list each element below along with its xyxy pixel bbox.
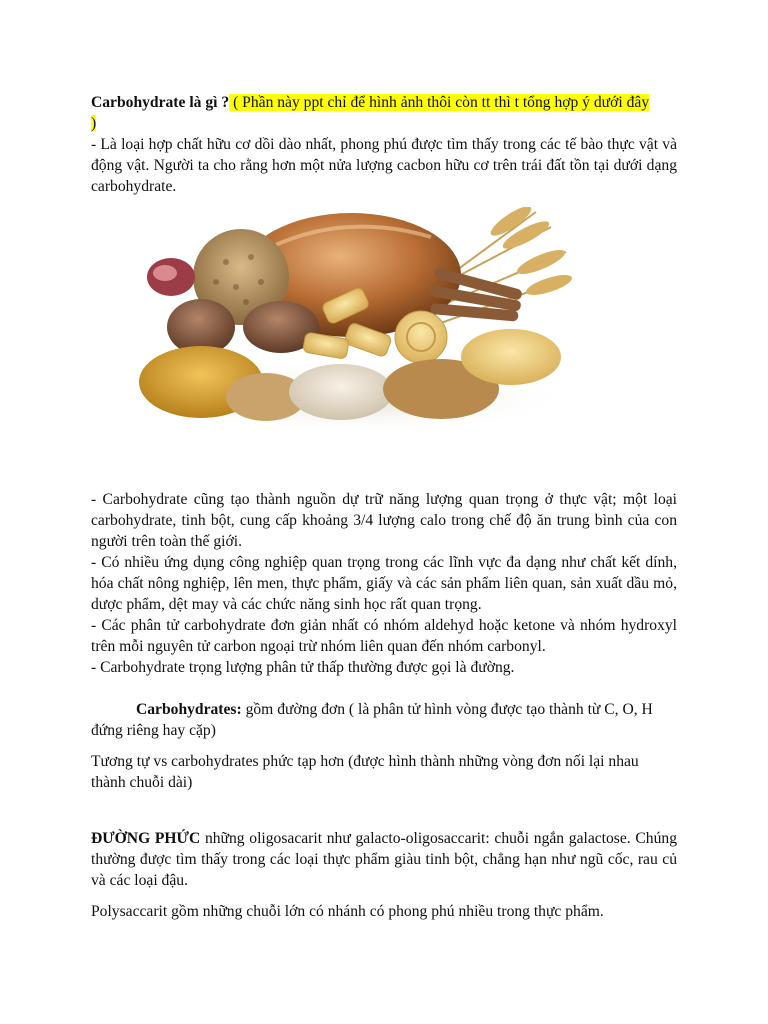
bullet-sugar: - Carbohydrate trọng lượng phân tử thấp thường được gọi là đường.: [91, 659, 515, 676]
carbohydrates-label: Carbohydrates:: [136, 701, 242, 718]
spacer: [91, 793, 677, 828]
duong-phuc-text: những oligosacarit như galacto-oligosaccarit: chuỗi ngắn galactose. Chúng thường được tìm thấy trong các loại thực phẩm giàu tinh bột, chẳng hạn như ngũ cốc, rau củ và các loại đậu.: [91, 830, 677, 889]
carbohydrates-definition: [91, 699, 677, 741]
spacer: [91, 741, 677, 751]
carbohydrate-foods-illustration: [131, 207, 581, 437]
document-page: [91, 92, 677, 922]
heading-title: Carbohydrate là gì ?: [91, 94, 230, 111]
heading-note: ( Phần này ppt chỉ để hình ảnh thôi còn tt thì t tổng hợp ý dưới đây: [229, 94, 650, 111]
carbohydrate-foods-photo: [91, 207, 677, 473]
heading-note-end: ): [91, 115, 97, 132]
duong-phuc-paragraph: [91, 828, 677, 891]
heading-line: [91, 92, 677, 134]
spacer: [91, 678, 677, 699]
polysaccharide-line: Polysaccarit gồm những chuỗi lớn có nhánh có phong phú nhiều trong thực phẩm.: [91, 903, 604, 920]
spacer: [91, 891, 677, 901]
bullet-energy: - Carbohydrate cũng tạo thành nguồn dự trữ năng lượng quan trọng ở thực vật; một loại carbohydrate, tinh bột, cung cấp khoảng 3/4 lượng calo trong chế độ ăn trung bình của con người trên toàn thế giới.: [91, 491, 677, 550]
complex-carbs-line: Tương tự vs carbohydrates phức tạp hơn (được hình thành những vòng đơn nối lại nhau thành chuỗi dài): [91, 753, 639, 791]
bullet-molecules: - Các phân tử carbohydrate đơn giản nhất có nhóm aldehyd hoặc ketone và nhóm hydroxyl trên mỗi nguyên tử carbon ngoại trừ nhóm liên quan đến nhóm carbonyl.: [91, 617, 677, 655]
bullet-industrial: - Có nhiều ứng dụng công nghiệp quan trọng trong các lĩnh vực đa dạng như chất kết dính, hóa chất nông nghiệp, lên men, thực phẩm, giấy và các sản phẩm liên quan, sản xuất dầu mỏ, dược phẩm, dệt may và các chức năng sinh học rất quan trọng.: [91, 554, 677, 613]
carbohydrates-text: gồm đường đơn ( là phân tử hình vòng được tạo thành từ C, O, H đứng riêng hay cặp): [91, 701, 653, 739]
intro-paragraph: - Là loại hợp chất hữu cơ dồi dào nhất, phong phú được tìm thấy trong các tế bào thực vật và động vật. Người ta cho rằng hơn một nửa lượng cacbon hữu cơ trên trái đất tồn tại dưới dạng carbohydrate.: [91, 136, 677, 195]
duong-phuc-label: ĐƯỜNG PHỨC: [91, 830, 201, 847]
